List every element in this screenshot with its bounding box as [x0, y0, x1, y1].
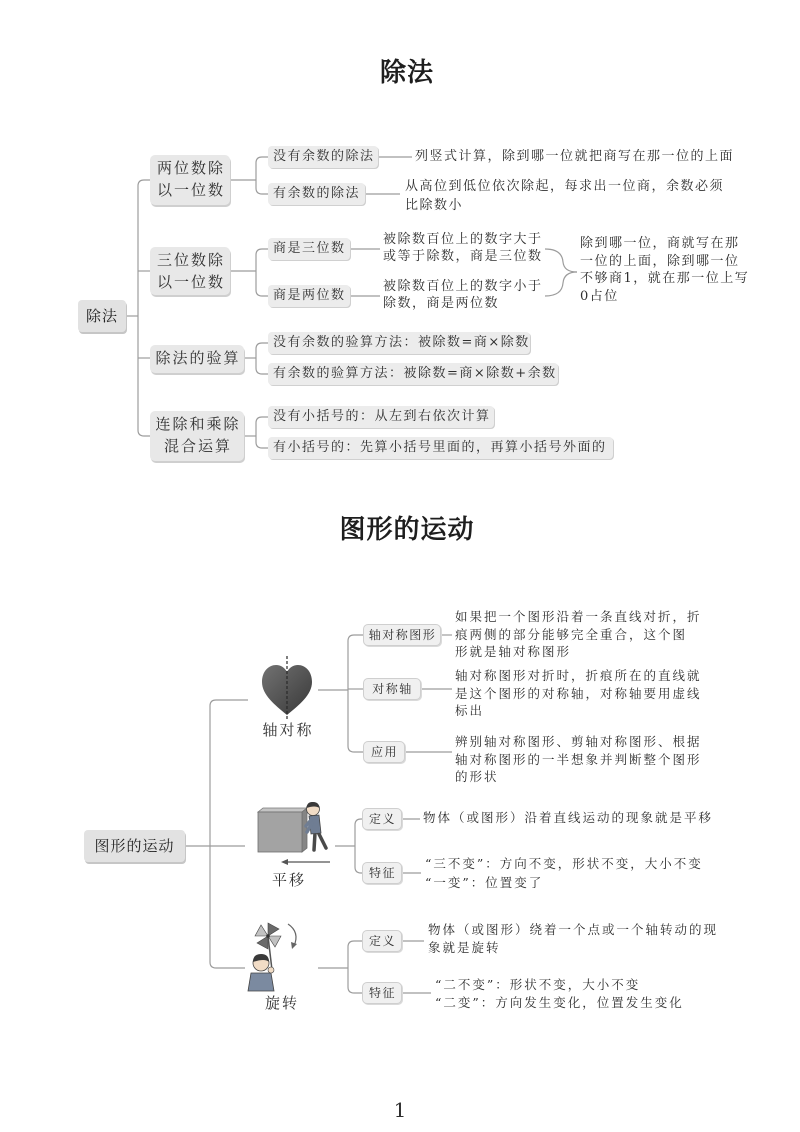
connector-line	[545, 249, 577, 272]
boy-leg	[314, 833, 315, 850]
branch-rotation: 旋转	[264, 994, 299, 1012]
desc-two-digit-quotient	[383, 278, 543, 312]
pinwheel-boy-figure	[238, 920, 314, 992]
connector-line	[355, 819, 362, 873]
pushing-box-figure	[252, 798, 336, 870]
desc-line: 痕两侧的部分能够完全重合，这个图	[455, 626, 688, 642]
desc-line: 物体（或图形）绕着一个点或一个轴转动的现	[428, 922, 719, 937]
node-remainder-division: 有余数的除法	[268, 183, 365, 205]
branch-label-line: 连除和乘除	[155, 415, 241, 433]
left-arrow-head	[281, 859, 288, 865]
connector-line	[256, 417, 268, 448]
connector-line	[138, 180, 150, 436]
node-rotation-definition: 定义	[362, 930, 402, 952]
connector-line	[348, 941, 362, 993]
branch-division-checking	[150, 345, 244, 373]
box-front-face	[258, 812, 302, 852]
desc-line: 轴对称图形的一半想象并判断整个图形	[455, 751, 702, 767]
connector-line	[348, 635, 363, 752]
rotation-arrow-head	[291, 942, 297, 949]
division-title: 除法	[379, 58, 434, 88]
branch-label-line: 以一位数	[156, 181, 225, 199]
branch-translation: 平移	[271, 871, 306, 889]
shape-motion-root-node: 图形的运动	[84, 830, 185, 862]
node-application: 应用	[363, 741, 405, 763]
branch-label-line: 除法的验算	[155, 349, 241, 367]
desc-line: “一变”：位置变了	[425, 875, 544, 890]
desc-line: 比除数小	[405, 198, 464, 213]
division-root-node: 除法	[78, 300, 126, 332]
desc-quotient-placement	[580, 235, 749, 305]
branch-label-line: 两位数除	[156, 159, 225, 177]
heart-figure	[257, 655, 317, 721]
desc-line: 如果把一个图形沿着一条直线对折，折	[455, 609, 702, 624]
desc-translation-features	[425, 854, 703, 892]
branch-mixed-operations	[150, 411, 244, 461]
desc-line: 象就是旋转	[428, 940, 501, 955]
node-two-digit-quotient: 商是两位数	[268, 285, 350, 307]
desc-line: 物体（或图形）沿着直线运动的现象就是平移	[423, 810, 714, 825]
desc-three-digit-quotient	[383, 231, 543, 265]
desc-rotation-features	[435, 976, 684, 1012]
desc-remainder-division	[405, 177, 724, 215]
desc-application	[455, 733, 702, 786]
branch-label-line: 以一位数	[156, 273, 225, 291]
connector-line	[256, 157, 268, 194]
desc-line: 的形状	[455, 769, 499, 784]
node-symmetry-axis: 对称轴	[363, 678, 421, 700]
desc-line: “三不变”：方向不变，形状不变，大小不变	[425, 856, 703, 871]
desc-rotation-definition	[428, 921, 718, 957]
boy-hand	[268, 967, 274, 973]
desc-line: 轴对称图形对折时，折痕所在的直线就	[455, 668, 702, 683]
desc-line: 是这个图形的对称轴，对称轴要用虚线	[455, 685, 702, 701]
boy-leg	[318, 832, 326, 848]
desc-line: 被除数百位上的数字小于	[383, 279, 543, 294]
branch-label-line: 混合运算	[163, 437, 232, 455]
page-number: 1	[393, 1098, 407, 1122]
desc-translation-definition	[423, 809, 713, 827]
desc-line: 被除数百位上的数字大于	[383, 232, 543, 247]
desc-line: 0占位	[580, 288, 619, 304]
node-check-no-remainder: 没有余数的验算方法：被除数=商×除数	[268, 332, 530, 354]
pinwheel-center	[266, 934, 270, 938]
desc-line: “二不变”：形状不变，大小不变	[435, 977, 641, 992]
connector-line	[256, 249, 268, 296]
node-rotation-features: 特征	[362, 982, 402, 1004]
node-no-remainder-division: 没有余数的除法	[268, 146, 378, 168]
box-top-face	[258, 808, 307, 812]
desc-symmetric-figure	[455, 608, 702, 661]
desc-no-remainder-division	[415, 148, 734, 166]
desc-line: 辨别轴对称图形、剪轴对称图形、根据	[455, 734, 702, 749]
desc-line: 列竖式计算，除到哪一位就把商写在那一位的上面	[415, 149, 735, 164]
connector-line	[256, 343, 268, 374]
node-check-with-remainder: 有余数的验算方法：被除数=商×除数+余数	[268, 363, 558, 385]
pinwheel-blade	[268, 936, 281, 947]
branch-two-digit-by-one-digit	[150, 155, 230, 205]
node-translation-features: 特征	[362, 862, 402, 884]
desc-symmetry-axis	[455, 667, 702, 720]
shape-motion-title: 图形的运动	[339, 515, 475, 545]
connector-line	[545, 272, 577, 296]
node-three-digit-quotient: 商是三位数	[268, 238, 350, 260]
node-translation-definition: 定义	[362, 808, 402, 830]
branch-label-line: 三位数除	[156, 251, 225, 269]
desc-line: 一位的上面，除到哪一位	[580, 253, 740, 269]
node-symmetric-figure: 轴对称图形	[363, 624, 441, 646]
desc-line: “二变”：方向发生变化，位置发生变化	[435, 995, 684, 1010]
branch-three-digit-by-one-digit	[150, 247, 230, 295]
desc-line: 从高位到低位依次除起，每求出一位商，余数必须	[405, 179, 725, 194]
pinwheel-blade	[268, 923, 279, 936]
branch-axial-symmetry: 轴对称	[262, 721, 314, 739]
desc-line: 除数，商是两位数	[383, 296, 500, 311]
desc-line: 不够商1，就在那一位上写	[580, 271, 750, 286]
node-with-parentheses: 有小括号的：先算小括号里面的，再算小括号外面的	[268, 437, 613, 459]
desc-line: 或等于除数，商是三位数	[383, 249, 543, 264]
pinwheel-blade	[257, 936, 268, 949]
desc-line: 标出	[455, 703, 485, 718]
desc-line: 形就是轴对称图形	[455, 644, 572, 659]
node-no-parentheses: 没有小括号的：从左到右依次计算	[268, 406, 494, 428]
desc-line: 除到哪一位，商就写在那	[580, 236, 740, 251]
boy-shirt	[248, 973, 274, 991]
pinwheel-blade	[255, 925, 268, 936]
